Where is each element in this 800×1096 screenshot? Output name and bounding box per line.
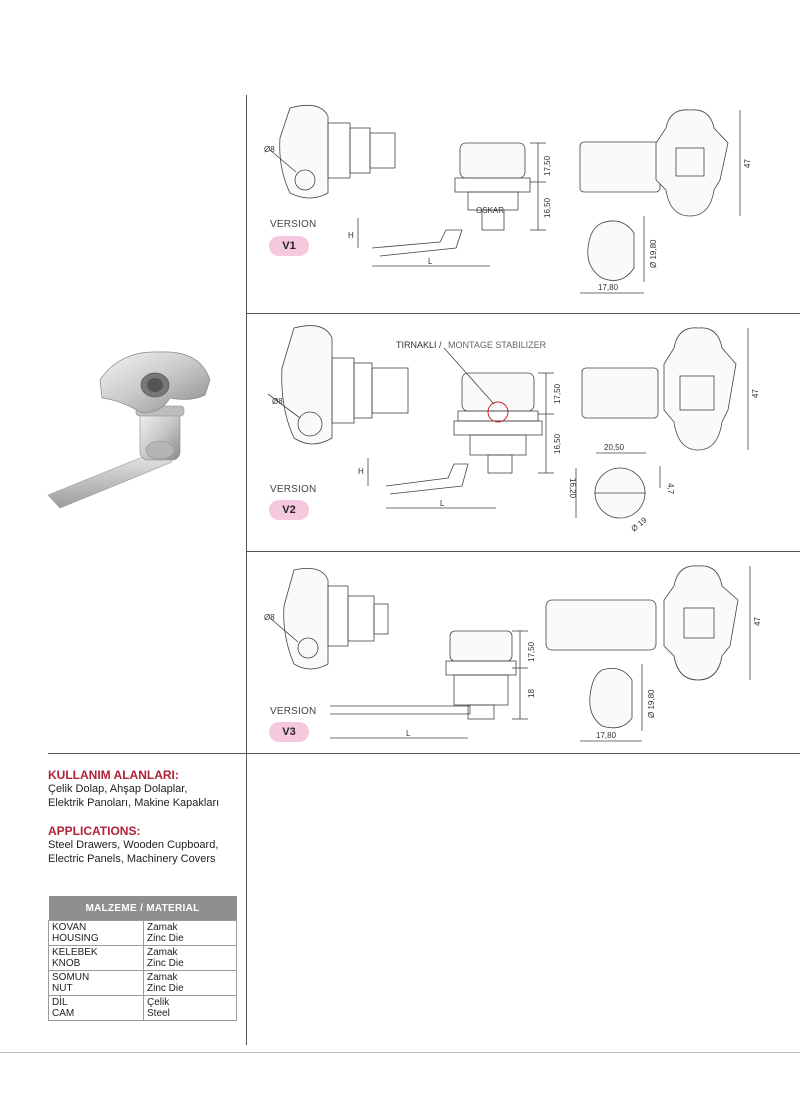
v3-dim-dia8: Ø8 — [264, 613, 275, 622]
v3-dim-18: 18 — [527, 689, 536, 698]
v2-technical-drawing — [250, 318, 800, 548]
left-column-divider — [246, 95, 247, 1045]
v3-technical-drawing — [250, 556, 800, 751]
v1-version-badge: V1 — [269, 236, 309, 256]
v3-dim-47: 47 — [753, 617, 762, 626]
v2-dim-dia8: Ø8 — [272, 397, 283, 406]
part-en: HOUSING — [52, 933, 99, 944]
mat-tr: Zamak — [147, 922, 178, 933]
v2-callout-tr: TIRNAKLI / — [396, 340, 442, 350]
v3-dim-1980: Ø 19,80 — [647, 689, 656, 718]
v1-version-label: VERSION — [270, 219, 317, 230]
v2-dim-47: 47 — [751, 389, 760, 398]
applications-text-tr-2: Elektrik Panoları, Makine Kapakları — [48, 797, 220, 809]
applications-title-tr: KULLANIM ALANLARI: — [48, 768, 179, 782]
v1-dim-1650: 16,50 — [543, 197, 552, 218]
applications-text-en-1: Steel Drawers, Wooden Cupboard, — [48, 839, 219, 851]
v3-dim-1780: 17,80 — [596, 731, 617, 740]
material-table — [48, 896, 237, 1021]
part-tr: KELEBEK — [52, 947, 98, 958]
part-en: CAM — [52, 1008, 75, 1019]
applications-text-tr-1: Çelik Dolap, Ahşap Dolaplar, — [48, 783, 188, 795]
v1-dim-47: 47 — [743, 159, 752, 168]
mat-en: Steel — [147, 1008, 170, 1019]
page-bottom-rule — [0, 1052, 800, 1053]
product-photo — [40, 340, 240, 520]
part-tr: DİL — [52, 997, 68, 1008]
row-divider-v2-v3 — [247, 551, 800, 552]
v1-dim-1980: Ø 19,80 — [649, 239, 658, 268]
v1-dim-h: H — [348, 231, 354, 240]
v3-version-label: VERSION — [270, 706, 317, 717]
mat-en: Zinc Die — [147, 958, 184, 969]
mat-tr: Çelik — [147, 997, 170, 1008]
part-tr: KOVAN — [52, 922, 87, 933]
part-en: NUT — [52, 983, 73, 994]
bottom-section-divider — [48, 753, 800, 754]
v1-dim-1780: 17,80 — [598, 283, 619, 292]
v2-dim-1620: 16,20 — [568, 478, 577, 499]
v2-dim-47b: 4,7 — [666, 483, 675, 495]
part-en: KNOB — [52, 958, 81, 969]
v2-callout-en: MONTAGE STABILIZER — [448, 340, 547, 350]
v2-version-label: VERSION — [270, 484, 317, 495]
v2-dim-1750: 17,50 — [553, 383, 562, 404]
table-row — [49, 921, 237, 946]
mat-tr: Zamak — [147, 972, 178, 983]
v1-dim-l: L — [428, 257, 433, 266]
table-row — [49, 971, 237, 996]
v2-dim-l: L — [440, 499, 445, 508]
v1-dim-1750: 17,50 — [543, 155, 552, 176]
v1-dim-dia8: Ø8 — [264, 145, 275, 154]
v2-dim-19: Ø 19 — [629, 515, 649, 534]
table-row — [49, 946, 237, 971]
part-tr: SOMUN — [52, 972, 90, 983]
material-table-header: MALZEME / MATERIAL — [49, 896, 237, 921]
mat-tr: Zamak — [147, 947, 178, 958]
v3-version-badge: V3 — [269, 722, 309, 742]
mat-en: Zinc Die — [147, 933, 184, 944]
v2-dim-h: H — [358, 467, 364, 476]
v1-technical-drawing — [250, 98, 800, 310]
row-divider-v1-v2 — [247, 313, 800, 314]
table-row — [49, 996, 237, 1021]
v2-version-badge: V2 — [269, 500, 309, 520]
v1-brand-mark: OSKAR — [476, 206, 505, 215]
v2-dim-2050: 20,50 — [604, 443, 625, 452]
applications-title-en: APPLICATIONS: — [48, 824, 141, 838]
v3-dim-1750: 17,50 — [527, 641, 536, 662]
applications-section — [48, 768, 243, 866]
v3-dim-l: L — [406, 729, 411, 738]
v2-dim-1650: 16,50 — [553, 433, 562, 454]
mat-en: Zinc Die — [147, 983, 184, 994]
applications-text-en-2: Electric Panels, Machinery Covers — [48, 853, 216, 865]
